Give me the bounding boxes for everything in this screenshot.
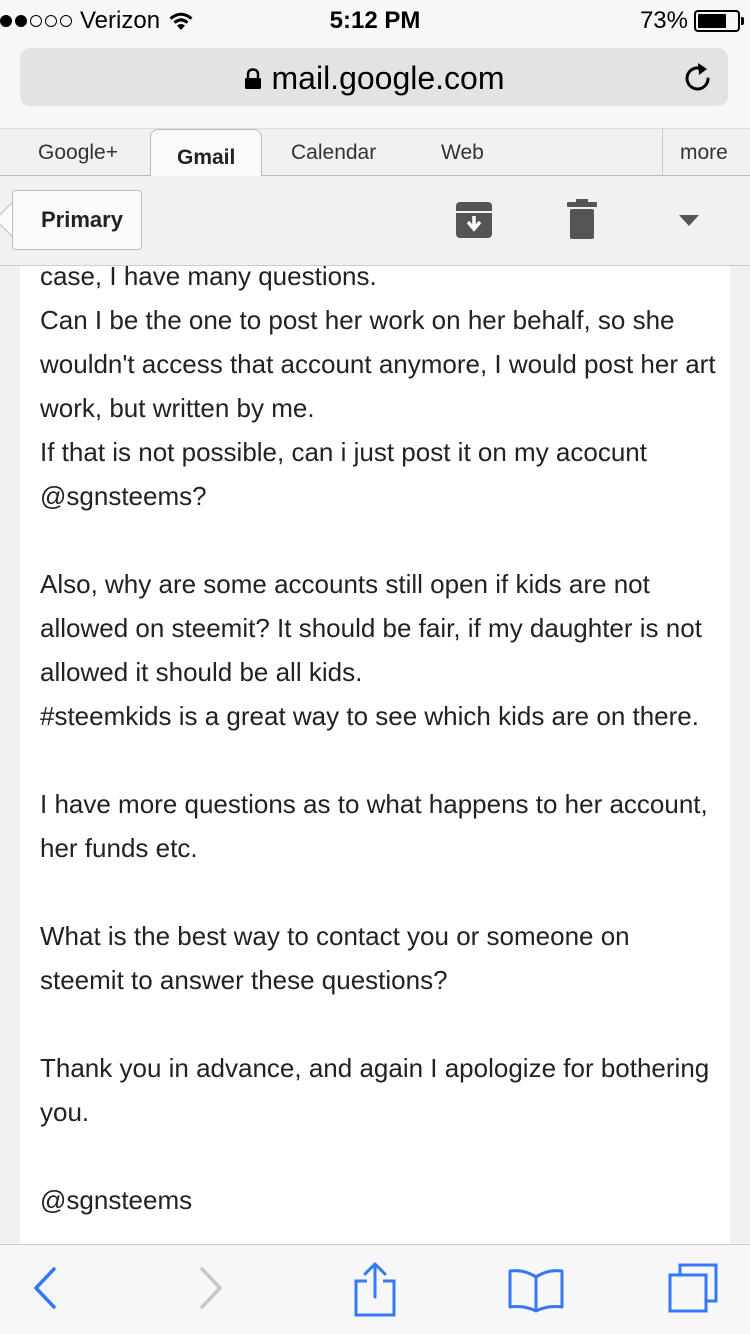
status-bar xyxy=(0,0,750,40)
status-time: 5:12 PM xyxy=(329,7,421,34)
message-paragraph: Thank you in advance, and again I apologize for bothering you. xyxy=(40,1053,710,1127)
back-arrow-icon[interactable] xyxy=(30,1265,60,1311)
message-paragraph: Also, why are some accounts still open if kids are not allowed on steemit? It should be fair, if my daughter is not allowed it should be all kids. xyxy=(40,569,702,687)
message-paragraph: case, I have many questions. xyxy=(40,266,377,291)
archive-icon[interactable] xyxy=(454,200,494,240)
carrier-name: Verizon xyxy=(80,7,161,34)
trash-icon[interactable] xyxy=(566,198,598,240)
nav-item-google-plus[interactable]: Google+ xyxy=(38,141,118,164)
reload-icon[interactable] xyxy=(682,60,714,94)
url-domain: mail.google.com xyxy=(271,60,505,96)
forward-arrow-icon[interactable] xyxy=(196,1265,226,1311)
message-paragraph: If that is not possible, can i just post it on my acocunt @sgnsteems? xyxy=(40,437,647,511)
nav-item-web[interactable]: Web xyxy=(441,141,484,164)
message-body xyxy=(40,266,720,1222)
nav-more-link[interactable]: more xyxy=(680,141,728,164)
nav-divider xyxy=(662,129,663,177)
message-blank-line xyxy=(40,870,720,914)
message-paragraph: @sgnsteems xyxy=(40,1185,193,1215)
lock-icon xyxy=(244,68,262,90)
url-region xyxy=(0,40,750,128)
primary-back-wrap xyxy=(0,176,170,266)
message-paragraph: #steemkids is a great way to see which kids are on there. xyxy=(40,701,699,731)
gmail-toolbar xyxy=(0,176,750,266)
message-card xyxy=(20,266,730,1244)
message-blank-line xyxy=(40,738,720,782)
message-paragraph: Can I be the one to post her work on her behalf, so she wouldn't access that account anymore, I would post her art work, but written by me. xyxy=(40,305,716,423)
address-bar[interactable] xyxy=(20,48,728,106)
primary-back-button[interactable]: Primary xyxy=(12,190,142,250)
google-nav-bar xyxy=(0,128,750,176)
battery-percent: 73% xyxy=(639,7,688,34)
message-paragraph: What is the best way to contact you or someone on steemit to answer these questions? xyxy=(40,921,630,995)
tabs-icon[interactable] xyxy=(666,1261,720,1315)
battery-fill xyxy=(698,14,726,28)
message-area xyxy=(0,266,750,1244)
message-blank-line xyxy=(40,518,720,562)
status-right xyxy=(640,7,740,35)
nav-item-gmail[interactable]: Gmail xyxy=(150,129,262,178)
share-icon[interactable] xyxy=(352,1261,398,1317)
nav-item-calendar[interactable]: Calendar xyxy=(291,141,377,164)
safari-bottom-toolbar xyxy=(0,1244,750,1334)
battery-icon xyxy=(694,10,740,32)
message-blank-line xyxy=(40,1002,720,1046)
message-paragraph: I have more questions as to what happens to her account, her funds etc. xyxy=(40,789,708,863)
url-content xyxy=(20,60,728,97)
chevron-down-icon[interactable] xyxy=(678,214,700,228)
message-blank-line xyxy=(40,1134,720,1178)
bookmarks-icon[interactable] xyxy=(506,1267,566,1313)
